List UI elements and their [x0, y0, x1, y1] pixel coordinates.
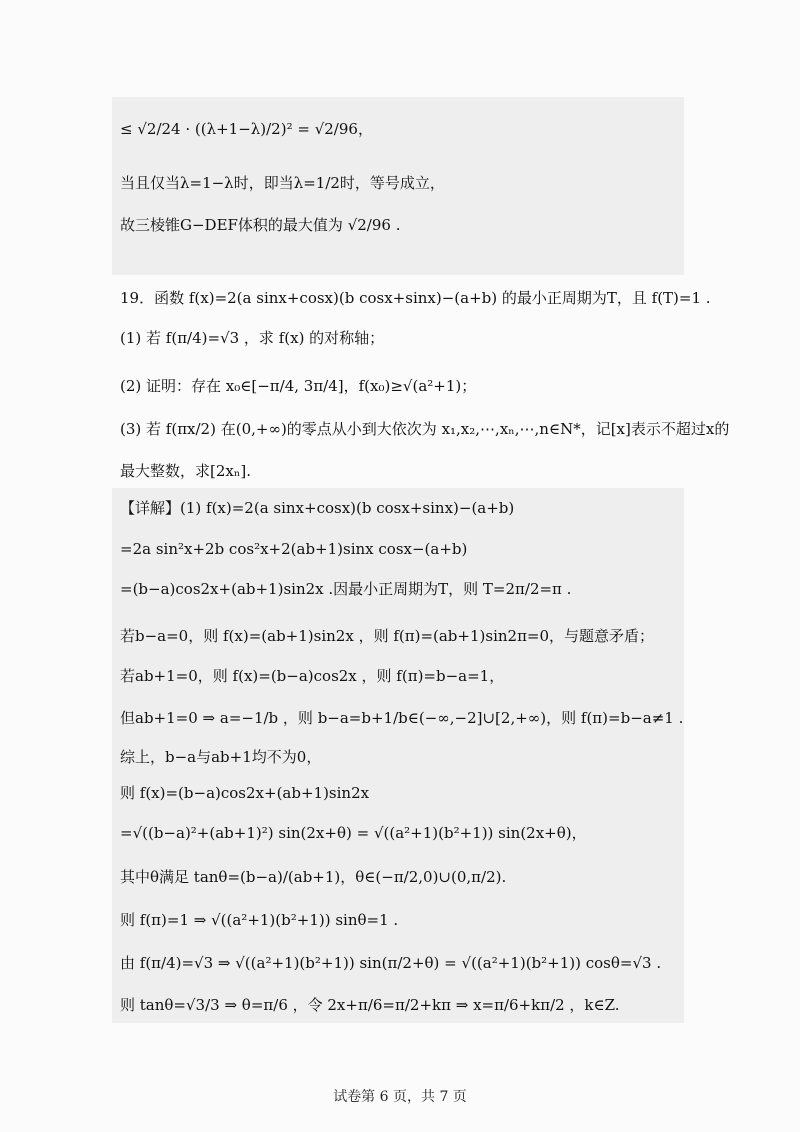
solution-line: 若b−a=0，则 f(x)=(ab+1)sin2x ，则 f(π)=(ab+1)sin2π=0，与题意矛盾； — [120, 627, 655, 645]
problem-19-stem: 19．函数 f(x)=2(a sinx+cosx)(b cosx+sinx)−(a+b) 的最小正周期为T，且 f(T)=1 . — [120, 289, 711, 307]
solution-line: ≤ √2/24 · ((λ+1−λ)/2)² = √2/96， — [120, 120, 373, 138]
solution-line: 综上，b−a与ab+1均不为0， — [120, 748, 322, 766]
problem-19-part-3: (3) 若 f(πx/2) 在(0,+∞)的零点从小到大依次为 x₁,x₂,⋯,xₙ,⋯,n∈N*，记[x]表示不超过x的 — [120, 420, 730, 438]
problem-19-part-3-cont: 最大整数，求[2xₙ]. — [120, 462, 251, 480]
solution-line: 故三棱锥G−DEF体积的最大值为 √2/96 . — [120, 216, 401, 234]
solution-line: 当且仅当λ=1−λ时，即当λ=1/2时，等号成立， — [120, 174, 445, 192]
solution-line: 则 tanθ=√3/3 ⇒ θ=π/6 ，令 2x+π/6=π/2+kπ ⇒ x=π/6+kπ/2 ，k∈Z. — [120, 996, 620, 1014]
solution-line: 若ab+1=0，则 f(x)=(b−a)cos2x ，则 f(π)=b−a=1， — [120, 667, 505, 685]
solution-line: =2a sin²x+2b cos²x+2(ab+1)sinx cosx−(a+b) — [120, 540, 468, 558]
solution-line: 【详解】(1) f(x)=2(a sinx+cosx)(b cosx+sinx)−(a+b) — [120, 499, 515, 517]
solution-line: 则 f(π)=1 ⇒ √((a²+1)(b²+1)) sinθ=1 . — [120, 911, 399, 929]
solution-line: 其中θ满足 tanθ=(b−a)/(ab+1)，θ∈(−π/2,0)∪(0,π/2). — [120, 868, 507, 886]
solution-line: 但ab+1=0 ⇒ a=−1/b ，则 b−a=b+1/b∈(−∞,−2]∪[2,+∞)，则 f(π)=b−a≠1 . — [120, 709, 684, 727]
solution-line: =√((b−a)²+(ab+1)²) sin(2x+θ) = √((a²+1)(b²+1)) sin(2x+θ)， — [120, 824, 587, 842]
problem-19-part-2: (2) 证明：存在 x₀∈[−π/4, 3π/4]，f(x₀)≥√(a²+1)； — [120, 377, 477, 395]
solution-line: =(b−a)cos2x+(ab+1)sin2x .因最小正周期为T，则 T=2π/2=π . — [120, 580, 572, 598]
solution-line: 则 f(x)=(b−a)cos2x+(ab+1)sin2x — [120, 784, 370, 802]
problem-19-part-1: (1) 若 f(π/4)=√3 ，求 f(x) 的对称轴； — [120, 329, 385, 347]
page-footer: 试卷第 6 页，共 7 页 — [333, 1089, 467, 1105]
solution-line: 由 f(π/4)=√3 ⇒ √((a²+1)(b²+1)) sin(π/2+θ) = √((a²+1)(b²+1)) cosθ=√3 . — [120, 954, 662, 972]
